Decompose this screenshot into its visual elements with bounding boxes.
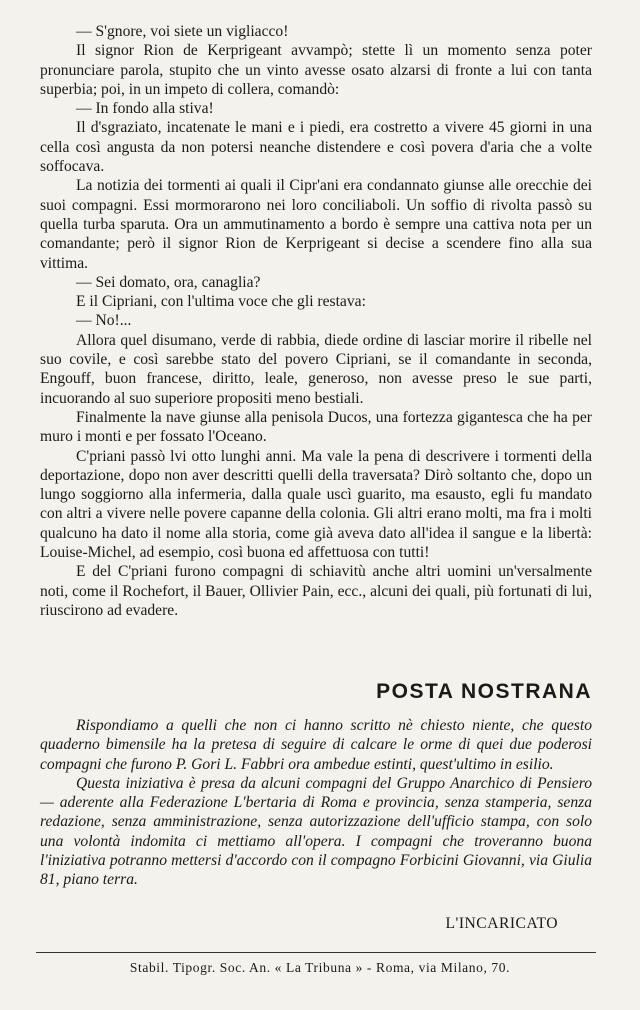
paragraph: — S'gnore, voi siete un vigliacco! (76, 23, 289, 40)
story-text (40, 22, 592, 620)
paragraph: Allora quel disumano, verde di rabbia, diede ordine di lasciar morire il ribelle nel suo covile, e così sarebbe stato del povero Cipriani, se il comandante in seconda, Engouff, buon francese, diritto, leale, generoso, non avesse preso le sue parti, incuorando al suo superiore propositi meno bestiali. (40, 331, 592, 407)
paragraph: E il Cipriani, con l'ultima voce che gli restava: (76, 293, 366, 311)
signature: L'INCARICATO (445, 915, 558, 932)
paragraph: — Sei domato, ora, canaglia? (76, 273, 261, 291)
paragraph: — In fondo alla stiva! (76, 100, 214, 118)
paragraph: Finalmente la nave giunse alla penisola Ducos, una fortezza gigantesca che ha per muro i monti e per fossato l'Oceano. (40, 408, 592, 446)
printer-footer: Stabil. Tipogr. Soc. An. « La Tribuna » - Roma, via Milano, 70. (129, 960, 511, 975)
divider (36, 952, 596, 953)
paragraph: — No!... (76, 312, 132, 330)
paragraph: E del C'priani furono compagni di schiavitù anche altri uomini un'versalmente noti, come il Rochefort, il Bauer, Ollivier Pain, ecc., alcuni dei quali, più fortunati di lui, riuscirono ad evadere. (40, 563, 592, 619)
paragraph: C'priani passò lvi otto lunghi anni. Ma vale la pena di descrivere i tormenti della deportazione, dopo non aver descritti quelli della traversata? Dirò soltanto che, dopo un lungo soggiorno alla infermeria, dalla quale uscì guarito, ma esausto, egli fu mandato con altri a vivere nelle povere capanne della colonia. Gli altri erano molti, ma fra i molti qualcuno ha dato il nome alla storia, come già aveva dato all'idea il sangue e la libertà: Louise-Michel, ad esempio, così buona ed affettuosa con tutti! (40, 447, 592, 562)
paragraph: Questa iniziativa è presa da alcuni compagni del Gruppo Anarchico di Pensiero — aderente alla Federazione L'bertaria di Roma e provincia, senza stamperia, senza redazione, senza amministrazione, senza autorizzazione dell'ufficio stampa, con solo una volontà indomita ci mettiamo all'opera. I compagni che troveranno buona l'iniziativa potranno mettersi d'accordo con il compagno Forbicini Giovanni, via Giulia 81, piano terra. (40, 774, 592, 889)
posta-text (40, 716, 592, 890)
paragraph: Il d'sgraziato, incatenate le mani e i piedi, era costretto a vivere 45 giorni in una cella così angusta da non potersi neanche distendere e così povera d'aria che a volte soffocava. (40, 119, 592, 176)
paragraph: Rispondiamo a quelli che non ci hanno scritto nè chiesto niente, che questo quaderno bimensile ha la pretesa di seguire di calcare le orme di quei due poderosi compagni che furono P. Gori L. Fabbri ora ambedue estinti, quest'ultimo in esilio. (40, 717, 592, 773)
paragraph: Il signor Rion de Kerprigeant avvampò; stette lì un momento senza poter pronunciare parola, stupito che un vinto avesse osato alzarsi di fronte a lui con tanta superbia; poi, in un impeto di collera, comandò: (40, 42, 592, 98)
paragraph: La notizia dei tormenti ai quali il Cipr'ani era condannato giunse alle orecchie dei suoi compagni. Essi mormorarono nei loro conciliaboli. Un soffio di rivolta passò su quella turba sparuta. Ora un ammutinamento a bordo è sempre una cattiva nota per un comandante; però il signor Rion de Kerprigeant si decise a scendere fino alla sua vittima. (40, 177, 592, 272)
section-heading: POSTA NOSTRANA (376, 680, 592, 703)
